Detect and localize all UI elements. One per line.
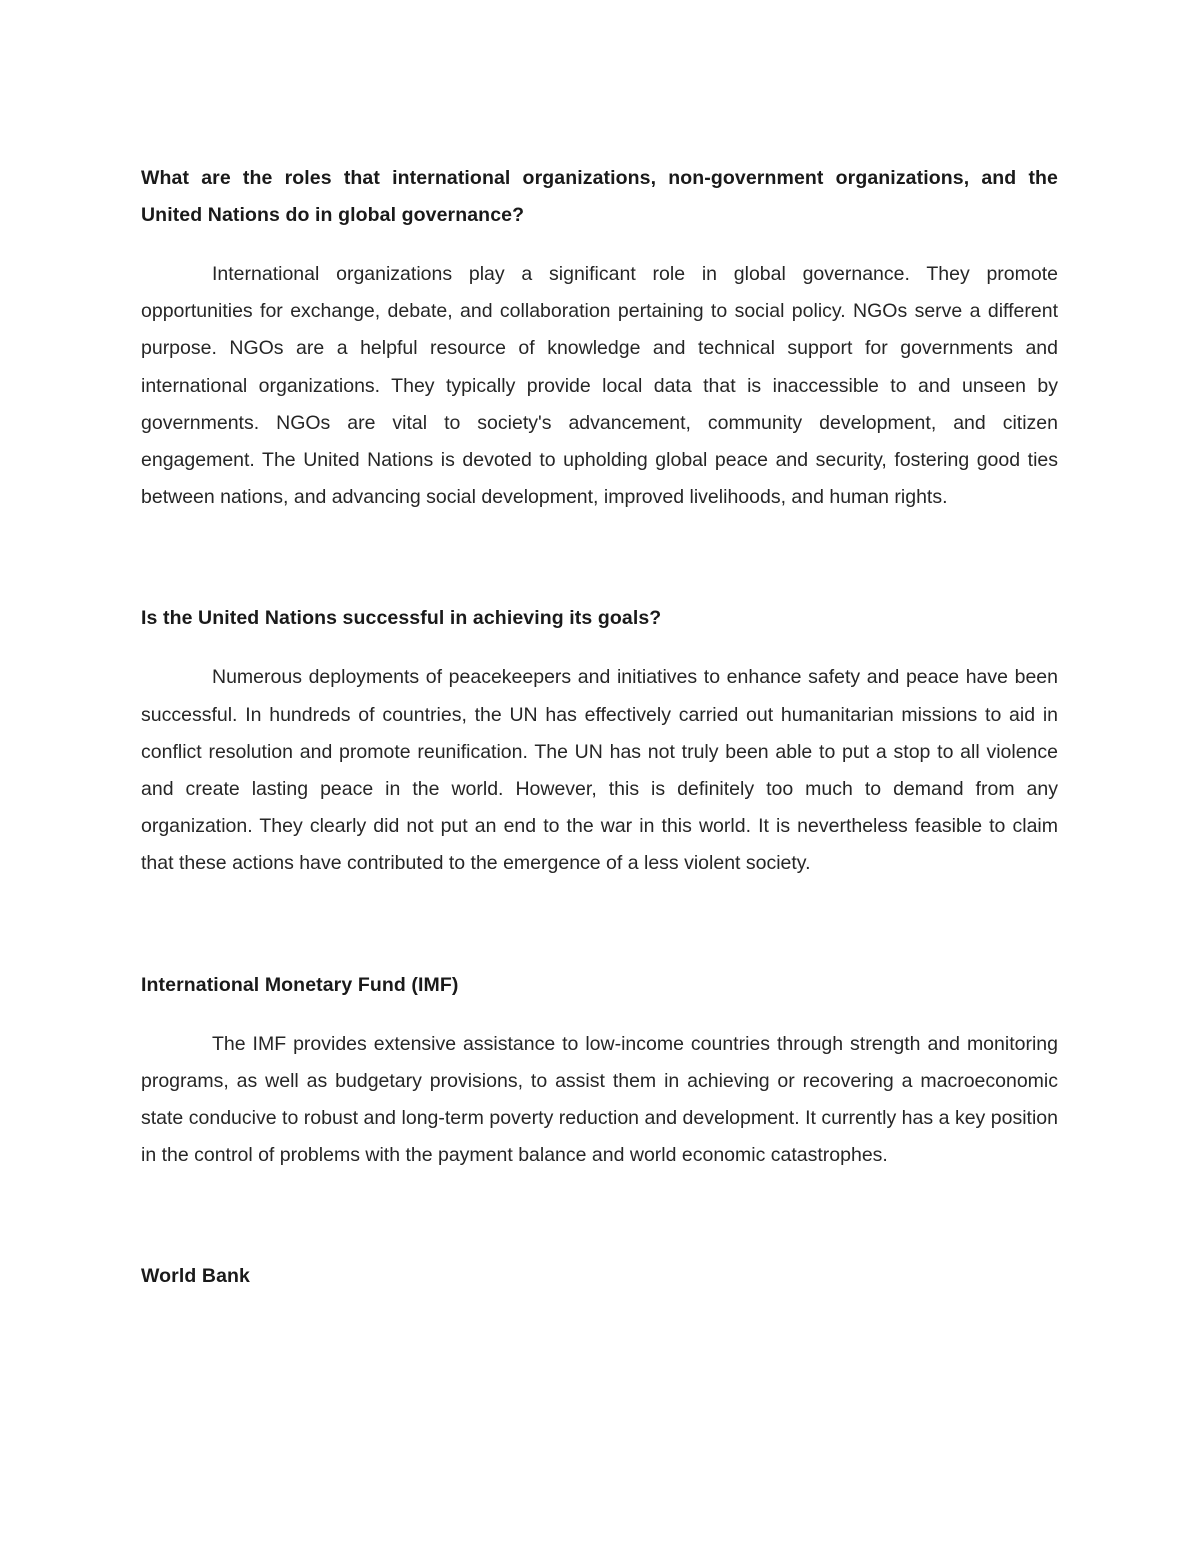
section-heading-un-success: Is the United Nations successful in achieving its goals? xyxy=(141,607,662,630)
section-heading-imf: International Monetary Fund (IMF) xyxy=(141,973,459,996)
section-heading-world-bank: World Bank xyxy=(141,1265,250,1288)
document-body xyxy=(141,160,1058,1295)
section-paragraph-imf: The IMF provides extensive assistance to low-income countries through strength and monitoring programs, as well as budgetary provisions, to assist them in achieving or recovering a macroeconomic state conducive to robust and long-term poverty reduction and development. It currently has a key position in the control of problems with the payment balance and world economic catastrophes. xyxy=(141,1032,1058,1167)
section-heading-global-governance: What are the roles that international organizations, non-government organizations, and the United Nations do in global governance? xyxy=(141,167,1058,226)
section-paragraph-un-success: Numerous deployments of peacekeepers and initiatives to enhance safety and peace have been successful. In hundreds of countries, the UN has effectively carried out humanitarian missions to aid in conflict resolution and promote reunification. The UN has not truly been able to put a stop to all violence and create lasting peace in the world. However, this is definitely too much to demand from any organization. They clearly did not put an end to the war in this world. It is nevertheless feasible to claim that these actions have contributed to the emergence of a less violent society. xyxy=(141,666,1058,875)
section-paragraph-global-governance: International organizations play a significant role in global governance. They promote opportunities for exchange, debate, and collaboration pertaining to social policy. NGOs serve a different purpose. NGOs are a helpful resource of knowledge and technical support for governments and international organizations. They typically provide local data that is inaccessible to and unseen by governments. NGOs are vital to society's advancement, community development, and citizen engagement. The United Nations is devoted to upholding global peace and security, fostering good ties between nations, and advancing social development, improved livelihoods, and human rights. xyxy=(141,263,1058,509)
